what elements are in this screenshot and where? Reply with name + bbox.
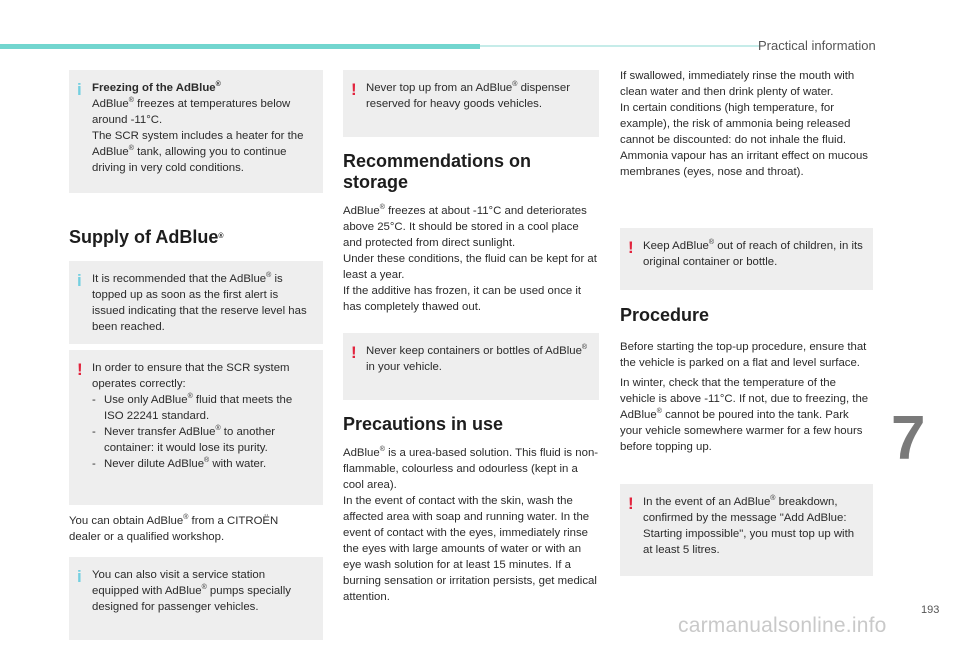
freezing-text-2: The SCR system includes a heater for the AdBlue® tank, allowing you to continue driving in very cold conditions. bbox=[92, 130, 304, 174]
section-title: Practical information bbox=[758, 38, 876, 53]
page-number: 193 bbox=[921, 604, 940, 616]
freezing-title: Freezing of the AdBlue® bbox=[92, 81, 221, 94]
procedure-text-2: In winter, check that the temperature of the vehicle is above -11°C. If not, due to freezing, the AdBlue® cannot be poured into the tank. Park your vehicle somewhere warmer for a few hours before topping up. bbox=[620, 377, 869, 453]
warning-icon: ! bbox=[77, 360, 83, 379]
scr-intro: In order to ensure that the SCR system operates correctly: bbox=[92, 362, 290, 390]
storage-heading: Recommendations on storage bbox=[343, 151, 532, 192]
info-icon: i bbox=[77, 271, 82, 290]
storage-text-1: AdBlue® freezes at about -11°C and deteriorates above 25°C. It should be stored in a cool place and protected from direct sunlight. bbox=[343, 204, 587, 249]
breakdown-warning-text: In the event of an AdBlue® breakdown, confirmed by the message "Add AdBlue: Starting impossible", you must top up with at least 5 litres. bbox=[643, 495, 855, 556]
procedure-text-1: Before starting the top-up procedure, ensure that the vehicle is parked on a flat and level surface. bbox=[620, 341, 867, 369]
info-icon: i bbox=[77, 567, 82, 586]
header-accent-line bbox=[480, 45, 760, 47]
column-2 bbox=[343, 70, 599, 605]
precautions-text-1: AdBlue® is a urea-based solution. This fluid is non-flammable, colourless and odourless (kept in a cool area). bbox=[343, 446, 599, 491]
freezing-text-1: AdBlue® freezes at temperatures below around -11°C. bbox=[92, 97, 291, 126]
containers-warning-note bbox=[343, 333, 599, 400]
list-item: - Never dilute AdBlue® with water. bbox=[92, 456, 313, 472]
list-item: - Never transfer AdBlue® to another container: it would lose its purity. bbox=[92, 424, 313, 456]
freezing-info-note bbox=[69, 70, 323, 193]
hgv-warning-note bbox=[343, 70, 599, 137]
storage-text-3: If the additive has frozen, it can be used once it has completely thawed out. bbox=[343, 285, 582, 313]
obtain-text: You can obtain AdBlue® from a CITROËN dealer or a qualified workshop. bbox=[69, 514, 279, 543]
supply-heading: Supply of AdBlue® bbox=[69, 227, 224, 247]
swallow-text-2: In certain conditions (high temperature, for example), the risk of ammonia being released cannot be discounted: do not inhale the fluid. Ammonia vapour has an irritant effect on mucous membranes (eyes, nose and throat). bbox=[620, 102, 868, 178]
breakdown-warning-note bbox=[620, 484, 873, 576]
list-item: - Use only AdBlue® fluid that meets the ISO 22241 standard. bbox=[92, 392, 313, 424]
column-1 bbox=[69, 70, 323, 640]
warning-icon: ! bbox=[628, 238, 634, 257]
storage-text-2: Under these conditions, the fluid can be kept for at least a year. bbox=[343, 253, 597, 281]
precautions-text-2: In the event of contact with the skin, wash the affected area with soap and running water. In the event of contact with the eyes, immediately rinse the eyes with large amounts of water or with an eye wash solution for at least 15 minutes. If a burning sensation or irritation persists, get medical attention. bbox=[343, 495, 597, 603]
procedure-heading: Procedure bbox=[620, 305, 710, 325]
recommend-info-note bbox=[69, 261, 323, 344]
scr-list bbox=[92, 392, 313, 472]
header-accent-bar bbox=[0, 44, 480, 49]
info-icon: i bbox=[77, 80, 82, 99]
station-info-note bbox=[69, 557, 323, 640]
warning-icon: ! bbox=[628, 494, 634, 513]
chapter-number: 7 bbox=[891, 404, 926, 473]
watermark: carmanualsonline.info bbox=[678, 614, 887, 637]
scr-warning-note bbox=[69, 350, 323, 505]
swallow-text-1: If swallowed, immediately rinse the mouth with clean water and then drink plenty of water. bbox=[620, 70, 855, 98]
children-warning-text: Keep AdBlue® out of reach of children, in its original container or bottle. bbox=[643, 239, 863, 268]
containers-warning-text: Never keep containers or bottles of AdBlue® in your vehicle. bbox=[366, 344, 588, 373]
warning-icon: ! bbox=[351, 343, 357, 362]
children-warning-note bbox=[620, 228, 873, 290]
hgv-warning-text: Never top up from an AdBlue® dispenser reserved for heavy goods vehicles. bbox=[366, 81, 570, 110]
recommend-text: It is recommended that the AdBlue® is topped up as soon as the first alert is issued indicating that the reserve level has been reached. bbox=[92, 272, 307, 333]
station-text: You can also visit a service station equipped with AdBlue® pumps specially designed for passenger vehicles. bbox=[92, 569, 291, 613]
column-3 bbox=[620, 68, 873, 576]
precautions-heading: Precautions in use bbox=[343, 414, 504, 434]
warning-icon: ! bbox=[351, 80, 357, 99]
